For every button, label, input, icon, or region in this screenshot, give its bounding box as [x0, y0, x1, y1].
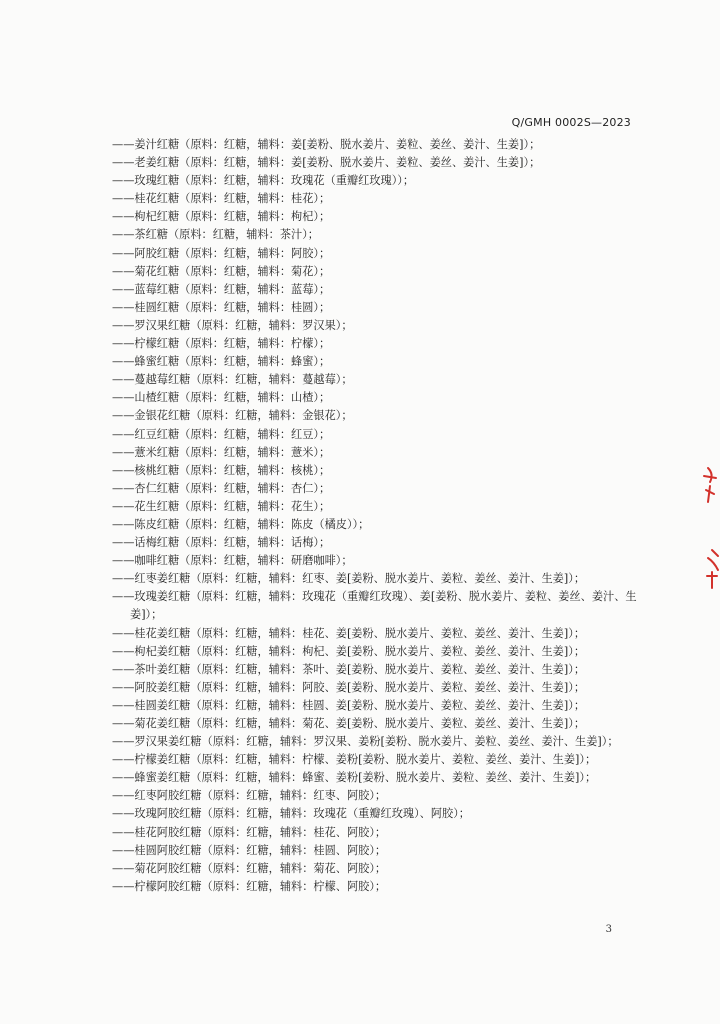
list-item: ——老姜红糖（原料：红糖，辅料：姜[姜粉、脱水姜片、姜粒、姜丝、姜汁、生姜]）； [112, 156, 541, 170]
list-item: ——菊花红糖（原料：红糖，辅料：菊花）； [112, 264, 331, 278]
list-item: ——玫瑰阿胶红糖（原料：红糖，辅料：玫瑰花（重瓣红玫瑰）、阿胶）； [112, 807, 470, 821]
seal-stamp [698, 458, 720, 608]
list-item: ——杏仁红糖（原料：红糖，辅料：杏仁）； [112, 481, 331, 495]
list-item: ——桂花姜红糖（原料：红糖，辅料：桂花、姜[姜粉、脱水姜片、姜粒、姜丝、姜汁、生姜]）； [112, 626, 586, 640]
list-item: ——咖啡红糖（原料：红糖，辅料：研磨咖啡）； [112, 554, 353, 568]
list-item: ——柠檬红糖（原料：红糖，辅料：柠檬）； [112, 337, 331, 351]
list-item: ——红豆红糖（原料：红糖，辅料：红豆）； [112, 427, 331, 441]
list-item: ——花生红糖（原料：红糖，辅料：花生）； [112, 499, 331, 513]
list-item: ——阿胶红糖（原料：红糖，辅料：阿胶）； [112, 246, 331, 260]
list-item: ——山楂红糖（原料：红糖，辅料：山楂）； [112, 391, 331, 405]
list-item: ——核桃红糖（原料：红糖，辅料：核桃）； [112, 463, 331, 477]
list-item: ——玫瑰红糖（原料：红糖，辅料：玫瑰花（重瓣红玫瑰））； [112, 174, 415, 188]
list-item: ——桂圆阿胶红糖（原料：红糖，辅料：桂圆、阿胶）； [112, 843, 387, 857]
list-item: ——桂花阿胶红糖（原料：红糖，辅料：桂花、阿胶）； [112, 825, 387, 839]
product-list [112, 136, 642, 896]
list-item: ——阿胶姜红糖（原料：红糖，辅料：阿胶、姜[姜粉、脱水姜片、姜粒、姜丝、姜汁、生姜]）； [112, 680, 586, 694]
list-item: ——蜂蜜姜红糖（原料：红糖，辅料：蜂蜜、姜粉[姜粉、脱水姜片、姜粒、姜丝、姜汁、生姜]）； [112, 771, 597, 785]
list-item: ——柠檬阿胶红糖（原料：红糖，辅料：柠檬、阿胶）； [112, 879, 387, 893]
list-item: ——罗汉果姜红糖（原料：红糖，辅料：罗汉果、姜粉[姜粉、脱水姜片、姜粒、姜丝、姜汁、生姜]）； [112, 735, 619, 749]
list-item: ——桂圆红糖（原料：红糖，辅料：桂圆）； [112, 300, 331, 314]
list-item: ——蔓越莓红糖（原料：红糖，辅料：蔓越莓）； [112, 373, 353, 387]
list-item: ——桂圆姜红糖（原料：红糖，辅料：桂圆、姜[姜粉、脱水姜片、姜粒、姜丝、姜汁、生姜]）； [112, 698, 586, 712]
list-item: ——红枣姜红糖（原料：红糖，辅料：红枣、姜[姜粉、脱水姜片、姜粒、姜丝、姜汁、生姜]）； [112, 572, 586, 586]
list-item: ——枸杞红糖（原料：红糖，辅料：枸杞）； [112, 210, 331, 224]
list-item: ——菊花姜红糖（原料：红糖，辅料：菊花、姜[姜粉、脱水姜片、姜粒、姜丝、姜汁、生姜]）； [112, 717, 586, 730]
list-item: ——姜汁红糖（原料：红糖，辅料：姜[姜粉、脱水姜片、姜粒、姜丝、姜汁、生姜]）； [112, 138, 541, 151]
list-item: ——蜂蜜红糖（原料：红糖，辅料：蜂蜜）； [112, 355, 331, 369]
list-item: ——菊花阿胶红糖（原料：红糖，辅料：菊花、阿胶）； [112, 861, 387, 875]
list-item: ——茶红糖（原料：红糖，辅料：茶汁）； [112, 228, 319, 242]
list-item: ——蓝莓红糖（原料：红糖，辅料：蓝莓）； [112, 282, 331, 296]
document-code: Q/GMH 0002S—2023 [511, 116, 631, 129]
list-item: ——柠檬姜红糖（原料：红糖，辅料：柠檬、姜粉[姜粉、脱水姜片、姜粒、姜丝、姜汁、生姜]）； [112, 753, 597, 767]
list-item: ——罗汉果红糖（原料：红糖，辅料：罗汉果）； [112, 318, 353, 332]
list-item: ——陈皮红糖（原料：红糖，辅料：陈皮（橘皮））； [112, 517, 370, 531]
list-item: ——金银花红糖（原料：红糖，辅料：金银花）； [112, 409, 353, 423]
list-item: ——话梅红糖（原料：红糖，辅料：话梅）； [112, 536, 331, 550]
list-item: ——桂花红糖（原料：红糖，辅料：桂花）； [112, 192, 331, 206]
list-item: ——玫瑰姜红糖（原料：红糖，辅料：玫瑰花（重瓣红玫瑰）、姜[姜粉、脱水姜片、姜粒、姜丝、姜汁、生姜]）； [112, 590, 637, 622]
list-item: ——茶叶姜红糖（原料：红糖，辅料：茶叶、姜[姜粉、脱水姜片、姜粒、姜丝、姜汁、生姜]）； [112, 662, 586, 676]
list-item: ——薏米红糖（原料：红糖，辅料：薏米）； [112, 445, 331, 459]
page-number: 3 [605, 924, 612, 935]
list-item: ——枸杞姜红糖（原料：红糖，辅料：枸杞、姜[姜粉、脱水姜片、姜粒、姜丝、姜汁、生姜]）； [112, 644, 586, 658]
list-item: ——红枣阿胶红糖（原料：红糖，辅料：红枣、阿胶）； [112, 789, 387, 803]
